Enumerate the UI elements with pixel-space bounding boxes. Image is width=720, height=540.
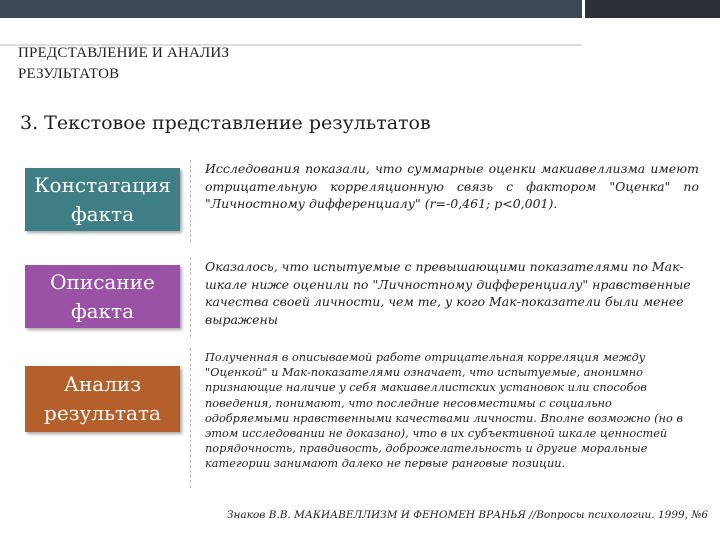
slide-title: ПРЕДСТАВЛЕНИЕ И АНАЛИЗ РЕЗУЛЬТАТОВ <box>18 45 230 82</box>
text-statement: Исследования показали, что суммарные оценки макиавеллизма имеют отрицательную корреляционную связь с фактором "Оценка" по "Личностному дифференциалу" (r=-0,461; p<0,001). <box>205 161 699 211</box>
row-divider <box>190 160 192 242</box>
label-box-description <box>25 265 180 328</box>
label-analysis: Анализ результата <box>44 372 161 425</box>
top-decorative-bar-accent <box>582 0 720 18</box>
label-description: Описание факта <box>50 269 155 323</box>
row-divider <box>190 257 192 337</box>
citation: Знаков В.В. МАКИАВЕЛЛИЗМ И ФЕНОМЕН ВРАНЬЯ //Вопросы психологии. 1999, №6 <box>226 509 708 521</box>
text-description: Оказалось, что испытуемые с превышающими показателями по Мак-шкале ниже оценили по "Личностному дифференциалу" нравственные качества своей личности, чем те, у кого Мак-показатели были менее выражены <box>205 259 691 327</box>
section-heading: 3. Текстовое представление результатов <box>20 112 431 134</box>
label-box-analysis <box>25 366 180 432</box>
label-box-statement <box>25 168 180 231</box>
text-analysis: Полученная в описываемой работе отрицательная корреляция между "Оценкой" и Мак-показателями означает, что испытуемые, анонимно признающие наличие у себя макиавеллистских установок или способов поведения, понимают, что последние несовместимы с социально одобряемыми нравственными качествами личности. Вполне возможно (но в этом исследовании не доказано), что в их субъективной шкале ценностей порядочность, правдивость, доброжелательность и другие моральные категории занимают далеко не первые ранговые позиции. <box>205 351 683 471</box>
top-bar-divider <box>582 0 585 18</box>
row-divider <box>190 348 192 488</box>
label-statement: Констатация факта <box>34 172 171 226</box>
